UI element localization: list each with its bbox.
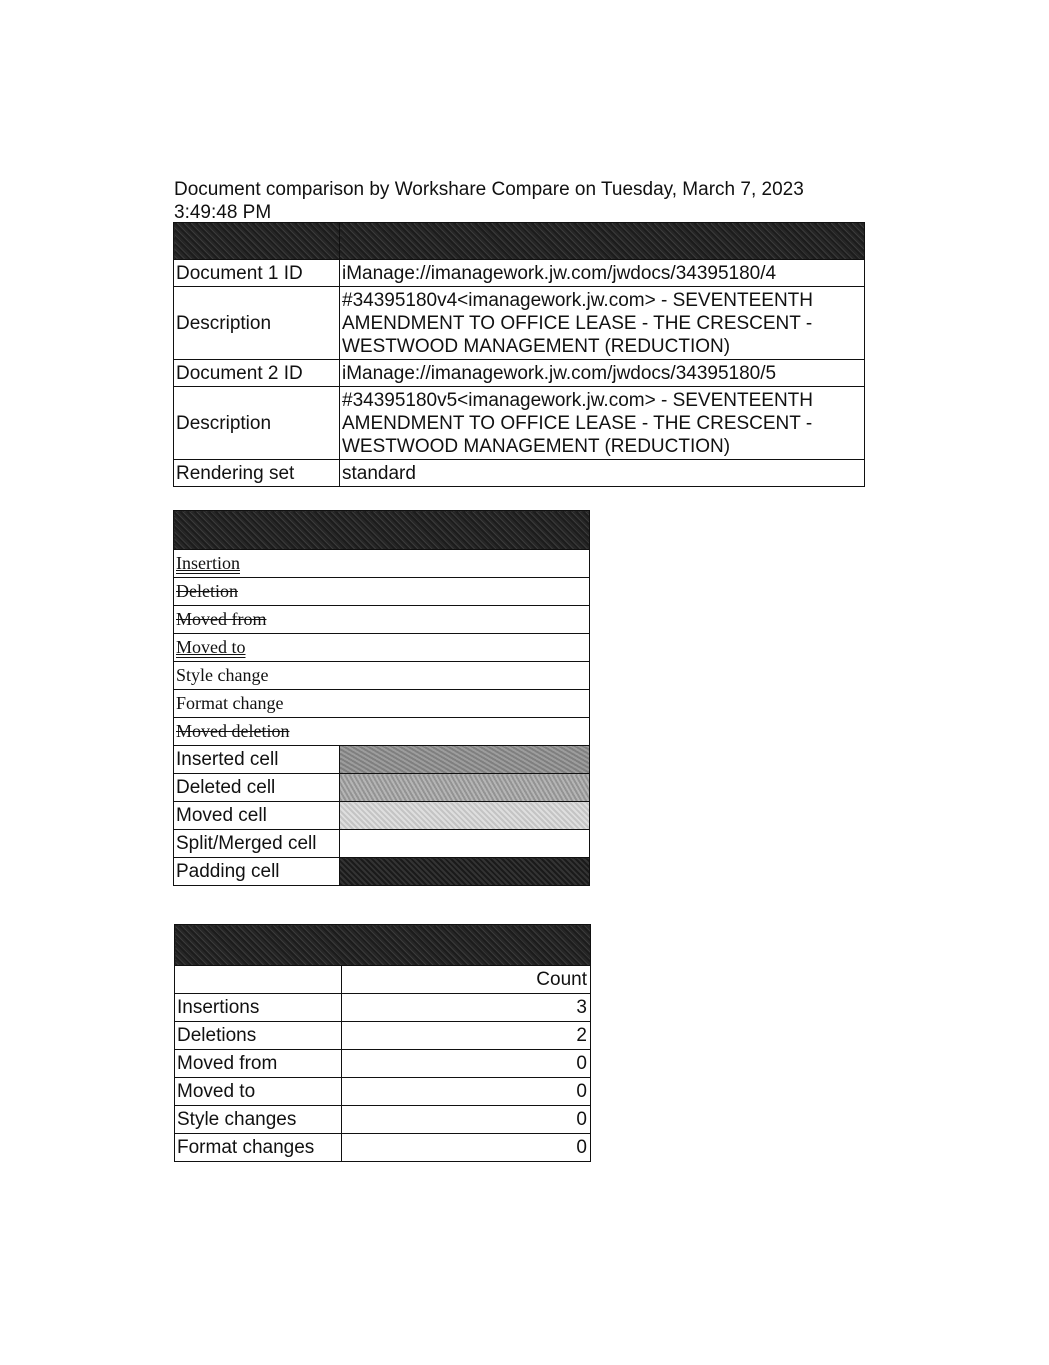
- legend-split-merged-cell-label: Split/Merged cell: [174, 830, 340, 858]
- legend-format-change-label: Format change: [176, 693, 284, 713]
- stats-row-deletions: [175, 1022, 591, 1050]
- comparison-heading: Document comparison by Workshare Compare on Tuesday, March 7, 2023 3:49:48 PM: [174, 179, 804, 223]
- stats-label: Deletions: [175, 1022, 342, 1050]
- stats-table-header: [175, 925, 591, 966]
- info-label: Description: [174, 387, 340, 460]
- moved-cell-swatch: [340, 802, 590, 830]
- legend-deletion-label: Deletion: [176, 581, 238, 601]
- stats-count: 0: [342, 1078, 591, 1106]
- legend-insertion-label: Insertion: [176, 553, 240, 573]
- document-info-table: [173, 222, 865, 487]
- stats-label: Moved to: [175, 1078, 342, 1106]
- stats-count: 2: [342, 1022, 591, 1050]
- legend-header-cell: [174, 511, 590, 550]
- stats-header-cell: [175, 925, 591, 966]
- info-row-document-1-id: [174, 260, 865, 287]
- legend-table-header: [174, 511, 590, 550]
- inserted-cell-swatch: [340, 746, 590, 774]
- split-merged-cell-swatch: [340, 830, 590, 858]
- statistics-table: [174, 924, 591, 1162]
- info-label: Document 2 ID: [174, 360, 340, 387]
- info-row-description-2: [174, 387, 865, 460]
- padding-cell-swatch: [340, 858, 590, 886]
- info-label: Description: [174, 287, 340, 360]
- legend-row-split-merged-cell: [174, 830, 590, 858]
- info-value: iManage://imanagework.jw.com/jwdocs/34395180/4: [340, 260, 865, 287]
- info-table-header: [174, 223, 865, 260]
- stats-count: 0: [342, 1050, 591, 1078]
- stats-row-moved-from: [175, 1050, 591, 1078]
- stats-column-header-row: [175, 966, 591, 994]
- info-row-document-2-id: [174, 360, 865, 387]
- count-column-header: Count: [342, 966, 591, 994]
- info-header-cell: [340, 223, 865, 260]
- legend-row-format-change: [174, 690, 590, 718]
- stats-count: 0: [342, 1134, 591, 1162]
- info-value: #34395180v5<imanagework.jw.com> - SEVENTEENTH AMENDMENT TO OFFICE LEASE - THE CRESCENT - WESTWOOD MANAGEMENT (REDUCTION): [340, 387, 865, 460]
- legend-row-deletion: [174, 578, 590, 606]
- stats-count: 0: [342, 1106, 591, 1134]
- legend-style-change-label: Style change: [176, 665, 269, 685]
- stats-row-format-changes: [175, 1134, 591, 1162]
- stats-row-style-changes: [175, 1106, 591, 1134]
- legend-row-deleted-cell: [174, 774, 590, 802]
- info-value: standard: [340, 460, 865, 487]
- info-value: iManage://imanagework.jw.com/jwdocs/34395180/5: [340, 360, 865, 387]
- legend-row-moved-deletion: [174, 718, 590, 746]
- legend-moved-to-label: Moved to: [176, 637, 246, 657]
- legend-moved-from-label: Moved from: [176, 609, 267, 629]
- stats-label: Style changes: [175, 1106, 342, 1134]
- legend-row-padding-cell: [174, 858, 590, 886]
- legend-moved-cell-label: Moved cell: [174, 802, 340, 830]
- stats-label: Moved from: [175, 1050, 342, 1078]
- legend-row-moved-to: [174, 634, 590, 662]
- info-row-description-1: [174, 287, 865, 360]
- legend-deleted-cell-label: Deleted cell: [174, 774, 340, 802]
- stats-label: Format changes: [175, 1134, 342, 1162]
- info-row-rendering-set: [174, 460, 865, 487]
- stats-count: 3: [342, 994, 591, 1022]
- legend-row-moved-cell: [174, 802, 590, 830]
- deleted-cell-swatch: [340, 774, 590, 802]
- legend-table: [173, 510, 590, 886]
- stats-row-moved-to: [175, 1078, 591, 1106]
- legend-row-moved-from: [174, 606, 590, 634]
- legend-row-style-change: [174, 662, 590, 690]
- info-value: #34395180v4<imanagework.jw.com> - SEVENTEENTH AMENDMENT TO OFFICE LEASE - THE CRESCENT - WESTWOOD MANAGEMENT (REDUCTION): [340, 287, 865, 360]
- legend-row-insertion: [174, 550, 590, 578]
- stats-empty-header: [175, 966, 342, 994]
- info-label: Rendering set: [174, 460, 340, 487]
- legend-inserted-cell-label: Inserted cell: [174, 746, 340, 774]
- info-label: Document 1 ID: [174, 260, 340, 287]
- legend-padding-cell-label: Padding cell: [174, 858, 340, 886]
- stats-row-insertions: [175, 994, 591, 1022]
- legend-moved-deletion-label: Moved deletion: [176, 721, 290, 741]
- stats-label: Insertions: [175, 994, 342, 1022]
- legend-row-inserted-cell: [174, 746, 590, 774]
- info-header-cell: [174, 223, 340, 260]
